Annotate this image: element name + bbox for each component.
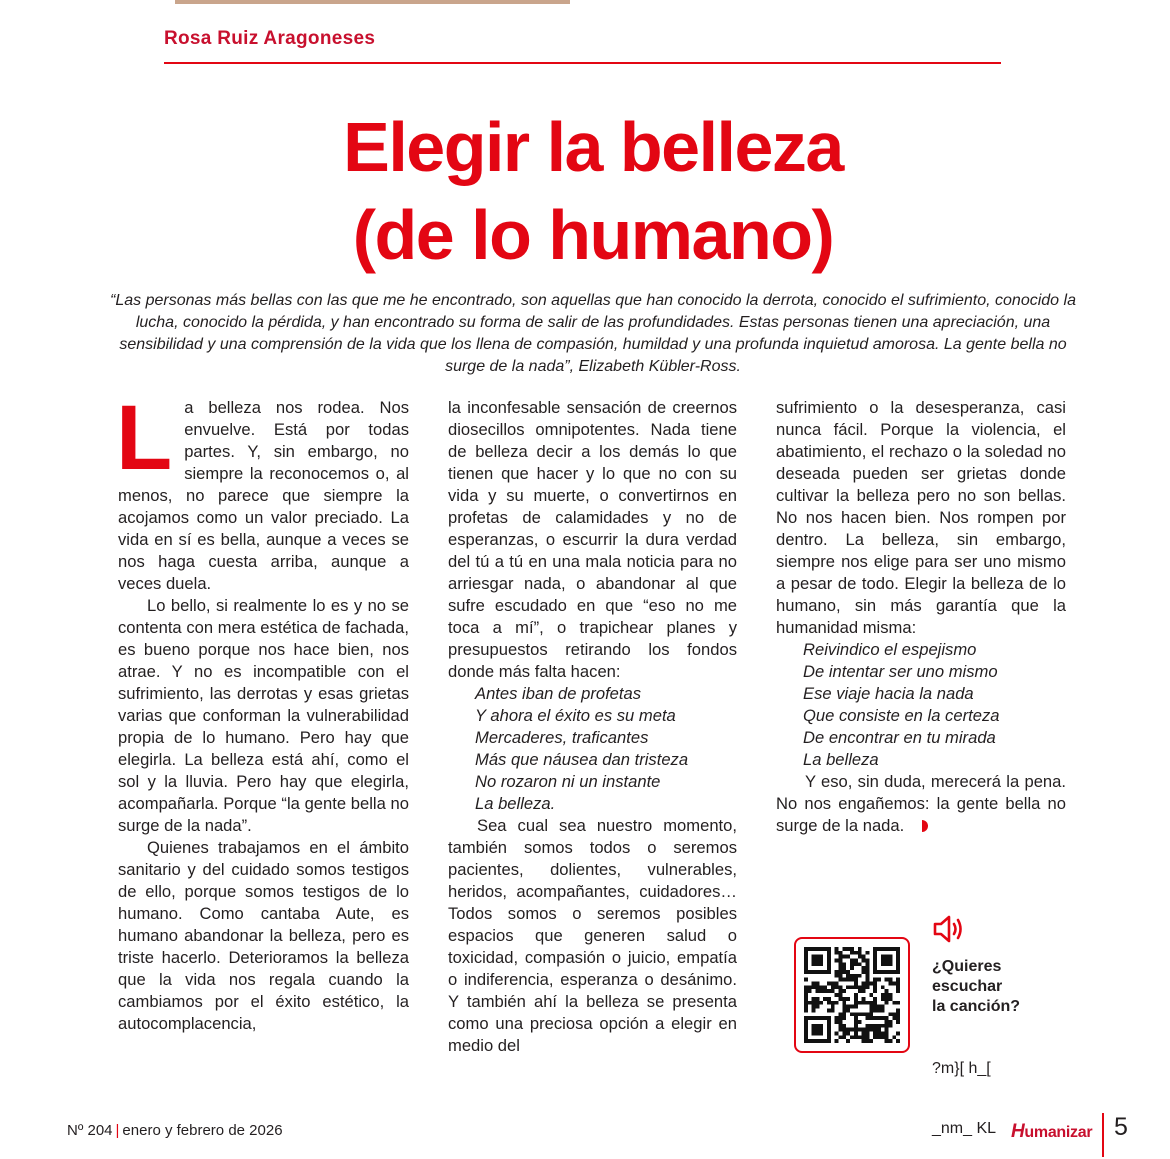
verse-line: Más que náusea dan tristeza (475, 750, 689, 769)
song-verse (776, 639, 1066, 771)
verse-line: La belleza (803, 750, 879, 769)
verse-line: Ese viaje hacia la nada (803, 684, 974, 703)
verse-line: Reivindico el espejismo (803, 640, 977, 659)
verse-line: No rozaron ni un instante (475, 772, 661, 791)
column-2 (448, 397, 737, 1057)
verse-line: Y ahora el éxito es su meta (475, 706, 676, 725)
code-line: _nm_ KL (932, 1120, 997, 1137)
issue-number: Nº 204 (67, 1122, 113, 1139)
qr-code[interactable] (794, 937, 910, 1053)
speaker-icon (932, 913, 966, 950)
paragraph: Sea cual sea nuestro momento, también somos todos o seremos pacientes, dolientes, vulnerables, heridos, acompañantes, cuidadores… Todos somos o seremos posibles espacios que generen salud o toxicidad, compasión o juicio, empatía o indiferencia, esperanza o desánimo. Y también ahí la belleza se presenta como una preciosa opción a elegir en medio del (448, 816, 737, 1055)
song-verse (448, 683, 737, 815)
paragraph (116, 387, 409, 595)
verse-line: De intentar ser uno mismo (803, 662, 998, 681)
brand-name: umanizar (1024, 1124, 1093, 1141)
prompt-line: la canción? (932, 998, 1021, 1015)
qr-short-code (932, 1019, 996, 1159)
author-name: Rosa Ruiz Aragoneses (164, 28, 376, 49)
verse-line: De encontrar en tu mirada (803, 728, 996, 747)
column-3 (776, 397, 1066, 837)
end-of-article-mark (922, 820, 928, 832)
prompt-line: escuchar (932, 978, 1003, 995)
footer-divider (1102, 1113, 1104, 1157)
code-line: ?m}[ h_[ (932, 1060, 991, 1077)
title-line-2: (de lo humano) (352, 196, 834, 274)
issue-info (67, 1122, 283, 1139)
verse-line: Que consiste en la certeza (803, 706, 1000, 725)
paragraph-text: a belleza nos rodea. Nos envuelve. Está por todas partes. Y, sin embargo, no siempre la reconocemos o, al menos, no parece que siempre la acojamos como un valor preciado. La vida en sí es bella, aunque a veces se nos haga cuesta arriba, aunque a veces duela. (118, 398, 409, 593)
paragraph: sufrimiento o la desesperanza, casi nunca fácil. Porque la violencia, el abatimiento, el rechazo o la soledad no deseada pueden ser grietas donde cultivar la belleza pero no son bellas. No nos hacen bien. Nos rompen por dentro. La belleza, sin embargo, siempre nos elige para ser uno mismo a pesar de todo. Elegir la belleza de lo humano, sin más garantía que la humanidad misma: (776, 398, 1066, 637)
drop-cap: L (116, 387, 173, 489)
verse-line: La belleza. (475, 794, 556, 813)
title-line-1: Elegir la belleza (343, 108, 843, 186)
brand-logo (1011, 1121, 1092, 1143)
qr-code-image (804, 947, 900, 1043)
top-photo-strip (175, 0, 570, 4)
paragraph: Lo bello, si realmente lo es y no se contenta con mera estética de fachada, es bueno porque nos hace bien, nos atrae. Y no es incompatible con el sufrimiento, las derrotas y esas grietas varias que conforman la vulnerabilidad propia de lo humano. Pero hay que elegirla. La belleza está ahí, como el sol y la lluvia. Pero hay que elegirla, acompañarla. Porque “la gente bella no surge de la nada”. (118, 596, 409, 835)
paragraph (776, 771, 1066, 837)
brand-mark: H (1011, 1121, 1025, 1142)
paragraph: Quienes trabajamos en el ámbito sanitario y del cuidado somos testigos de ello, porque somos testigos de lo humano. Como cantaba Aute, es humano abandonar la belleza, pero es triste hacerlo. Deterioramos la belleza que la vida nos regala cuando la cambiamos por el éxito estético, la autocomplacencia, (118, 838, 409, 1033)
header-rule (164, 62, 1001, 64)
article-title (0, 103, 1170, 279)
verse-line: Mercaderes, traficantes (475, 728, 649, 747)
prompt-line: ¿Quieres (932, 958, 1002, 975)
column-1 (116, 387, 409, 1035)
paragraph: la inconfesable sensación de creernos diosecillos omnipotentes. Nada tiene de belleza decir a los demás lo que tienen que hacer y lo que no con su vida y su muerte, o convertirnos en profetas de calamidades y no de esperanzas, o escurrir la dura verdad del tú a tú en una mala noticia para no arriesgar nada, o abandonar al que sufre escudado en que “eso no me toca a mí”, o trapichear planes y presupuestos retirando los fondos donde más falta hacen: (448, 398, 737, 681)
issue-date: enero y febrero de 2026 (122, 1122, 283, 1139)
separator: | (115, 1122, 120, 1139)
page-number: 5 (1114, 1113, 1128, 1141)
epigraph-quote: “Las personas más bellas con las que me he encontrado, son aquellas que han conocido la derrota, conocido el sufrimiento, conocido la lucha, conocido la pérdida, y han encontrado su forma de salir de las profundidades. Estas personas tienen una apreciación, una sensibilidad y una comprensión de la vida que los llena de compasión, humildad y una profunda inquietud amorosa. La gente bella no surge de la nada”, Elizabeth Kübler-Ross. (110, 292, 1076, 375)
paragraph-text: Y eso, sin duda, merecerá la pena. No nos engañemos: la gente bella no surge de la nada. (776, 772, 1066, 835)
listen-prompt (932, 957, 1020, 1017)
verse-line: Antes iban de profetas (475, 684, 642, 703)
